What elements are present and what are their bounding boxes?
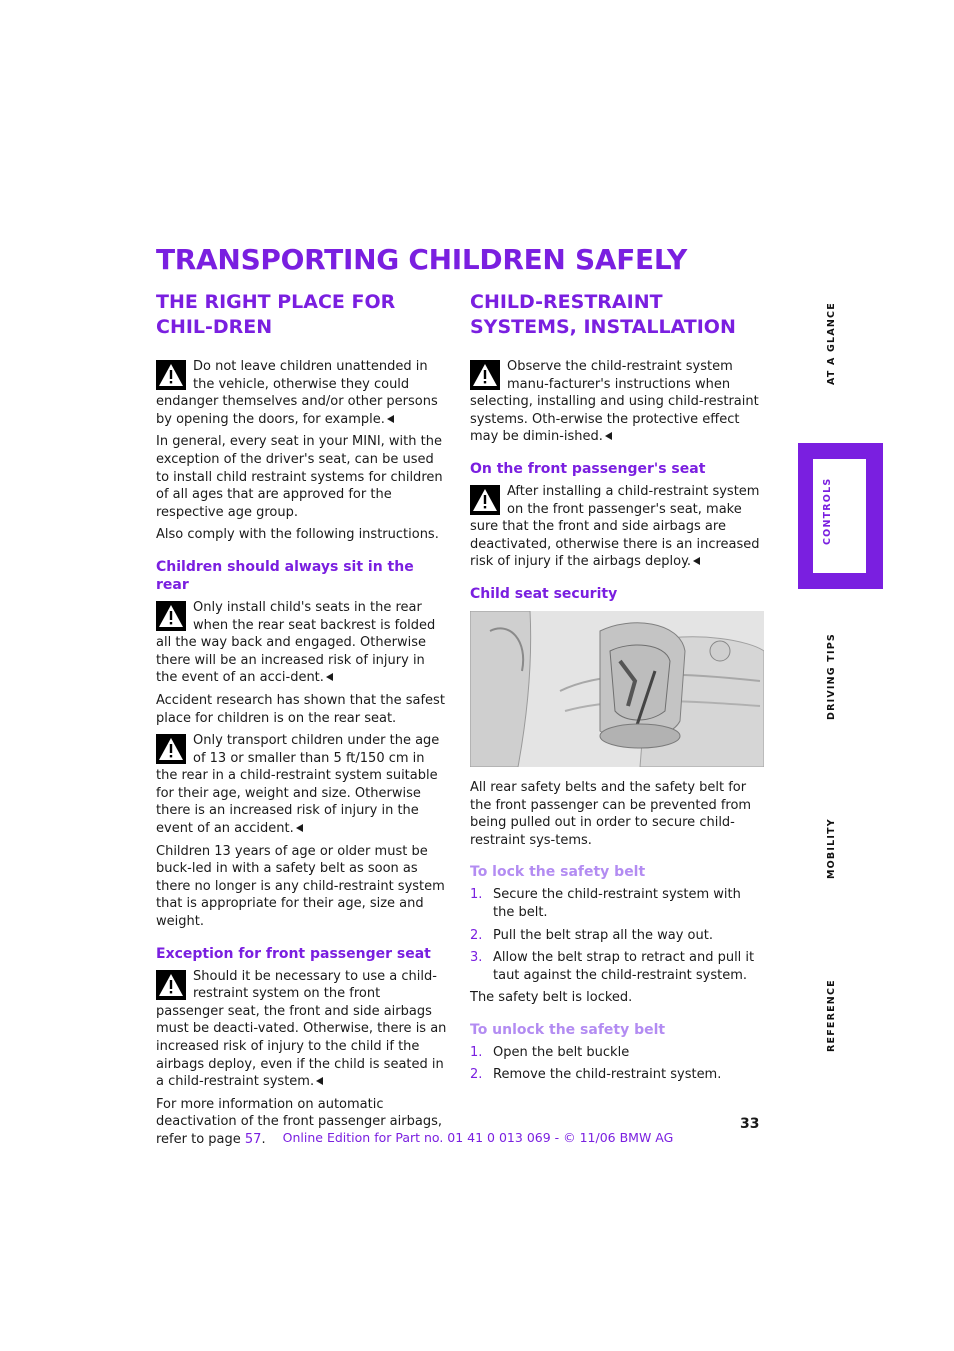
- warning-text: Only transport children under the age of 13 or smaller than 5 ft/150 cm in the rear in a child-restraint system suitable for their age, weight and size. Otherwise there is an increased risk of injury in the event of an accident.: [156, 733, 440, 837]
- end-mark-icon: [316, 1077, 323, 1085]
- right-column: [470, 290, 762, 1089]
- footer-text: Online Edition for Part no. 01 41 0 013 069 - © 11/06 BMW AG: [282, 1130, 674, 1145]
- warning-block: [470, 358, 762, 446]
- paragraph: In general, every seat in your MINI, with the exception of the driver's seat, can be used to install child restraint systems for children of all ages that are approved for the respective age group.: [156, 434, 443, 520]
- step-number: 1.: [470, 887, 483, 903]
- paragraph: Accident research has shown that the safest place for children is on the rear seat.: [156, 692, 445, 726]
- page-title: TRANSPORTING CHILDREN SAFELY: [156, 242, 688, 276]
- step-number: 2.: [470, 1067, 483, 1083]
- step-number: 1.: [470, 1044, 483, 1060]
- paragraph: Children 13 years of age or older must be buck-led in with a safety belt as soon as there no longer is any child-restraint system that is appropriate for their age, size and weight.: [156, 843, 445, 930]
- chapter-tabs: AT A GLANCE CONTROLS DRIVING TIPS MOBILITY REFERENCE: [798, 290, 884, 1090]
- warning-triangle-icon: [156, 734, 186, 764]
- paragraph: The safety belt is locked.: [470, 990, 633, 1006]
- list-item: [470, 1066, 762, 1084]
- list-item: [470, 927, 762, 945]
- warning-triangle-icon: [156, 970, 186, 1000]
- page-number: 33: [740, 1116, 760, 1132]
- left-column: [156, 290, 448, 1154]
- list-item: [470, 886, 762, 921]
- warning-block: [470, 483, 762, 571]
- subheading-front-exception: Exception for front passenger seat: [156, 945, 431, 962]
- section-heading-installation: CHILD-RESTRAINT SYSTEMS, INSTALLATION: [470, 291, 736, 338]
- page-link[interactable]: 57: [244, 1131, 262, 1147]
- warning-text: Observe the child-restraint system manu-facturer's instructions when selecting, installing and using child-restraint systems. Oth-erwise the protective effect may be dimin-ished.: [470, 359, 759, 445]
- step-text: Remove the child-restraint system.: [493, 1067, 722, 1083]
- list-item: [470, 1044, 762, 1062]
- warning-text: After installing a child-restraint system on the front passenger's seat, make sure that the front and side airbags are deactivated, otherwise there is an increased risk of injury if the airbags deploy.: [470, 483, 760, 570]
- warning-triangle-icon: [470, 485, 500, 515]
- end-mark-icon: [387, 415, 394, 423]
- warning-text: Do not leave children unattended in the vehicle, otherwise they could endanger themselves and/or other persons by opening the doors, for example.: [156, 359, 438, 427]
- subheading-unlock-belt: To unlock the safety belt: [470, 1021, 666, 1038]
- lock-steps-list: [470, 886, 762, 984]
- footer: [0, 1130, 954, 1145]
- paragraph-end: .: [261, 1131, 266, 1147]
- warning-text: Only install child's seats in the rear when the rear seat backrest is folded all the way back and engaged. Otherwise there will be an increased risk of injury in the event of an acci-dent.: [156, 599, 436, 686]
- warning-block: [156, 968, 448, 1091]
- step-text: Open the belt buckle: [493, 1044, 630, 1060]
- list-item: [470, 949, 762, 984]
- step-text: Pull the belt strap all the way out.: [493, 927, 713, 943]
- warning-block: [156, 599, 448, 687]
- warning-triangle-icon: [470, 360, 500, 390]
- warning-text: Should it be necessary to use a child-restraint system on the front passenger seat, the front and side airbags must be deacti-vated. Otherwise, there is an increased risk of injury to the child if the airbags deploy, even if the child is seated in a child-restraint system.: [156, 968, 447, 1090]
- paragraph: All rear safety belts and the safety belt for the front passenger can be prevented from being pulled out in order to secure child-restraint sys-tems.: [470, 779, 752, 848]
- child-seat-illustration: [470, 611, 764, 767]
- warning-block: [156, 358, 448, 428]
- tab-controls-active[interactable]: CONTROLS: [798, 443, 883, 589]
- unlock-steps-list: [470, 1044, 762, 1084]
- subheading-child-seat-security: Child seat security: [470, 585, 618, 602]
- subheading-front-passenger-seat: On the front passenger's seat: [470, 460, 706, 477]
- step-text: Allow the belt strap to retract and pull it taut against the child-restraint system.: [493, 950, 755, 983]
- end-mark-icon: [693, 557, 700, 565]
- paragraph-text: For more information on automatic deactivation of the front passenger airbags, refer to page: [156, 1096, 442, 1147]
- warning-triangle-icon: [156, 601, 186, 631]
- warning-triangle-icon: [156, 360, 186, 390]
- end-mark-icon: [326, 673, 333, 681]
- end-mark-icon: [296, 824, 303, 832]
- step-number: 2.: [470, 927, 483, 943]
- warning-block: [156, 732, 448, 838]
- end-mark-icon: [605, 432, 612, 440]
- step-number: 3.: [470, 950, 483, 966]
- section-heading-right-place: THE RIGHT PLACE FOR CHIL-DREN: [156, 291, 396, 338]
- subheading-lock-belt: To lock the safety belt: [470, 864, 646, 881]
- paragraph: Also comply with the following instructions.: [156, 527, 439, 543]
- step-text: Secure the child-restraint system with the belt.: [493, 887, 741, 920]
- subheading-rear: Children should always sit in the rear: [156, 558, 414, 593]
